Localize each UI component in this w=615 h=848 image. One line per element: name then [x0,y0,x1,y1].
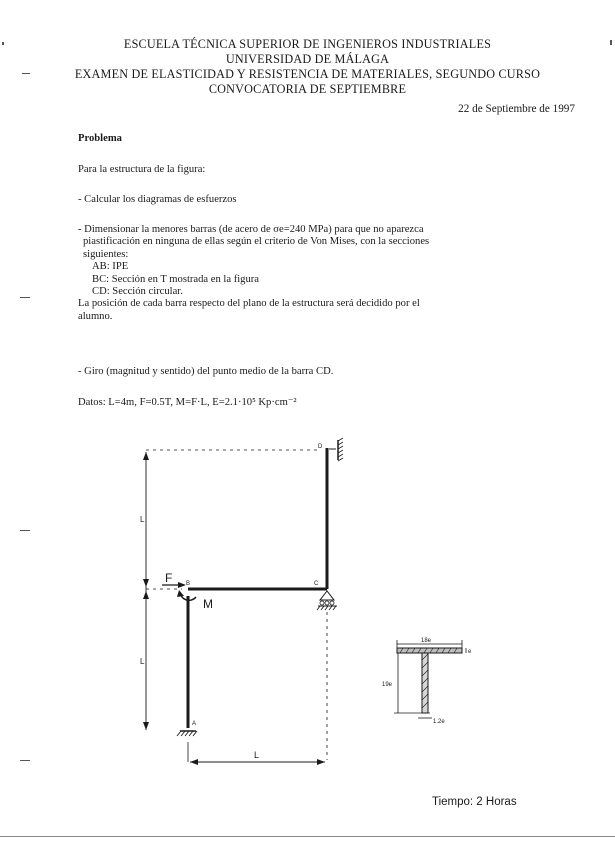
label-t-flange-thick: e [468,649,472,655]
label-t-web-height: 19e [382,682,393,688]
label-node-a: A [192,721,197,727]
scan-mark [22,73,30,74]
label-moment-m: M [203,597,213,611]
scan-bottom-edge [0,836,615,837]
scan-mark [2,42,4,45]
label-node-b: B [186,581,191,587]
label-node-d: D [318,444,323,450]
exam-date: 22 de Septiembre de 1997 [458,103,575,115]
problem-intro: Para la estructura de la figura: [78,164,206,175]
support-c-roller-left [320,601,324,605]
dim-arrow-left [190,759,198,765]
note-line1: La posición de cada barra respecto del plano de la estructura será decidido por el [78,298,420,310]
label-dim-l-lower: L [140,657,145,666]
university-title: UNIVERSIDAD DE MÁLAGA [225,52,390,66]
data-line: Datos: L=4m, F=0.5T, M=F·L, E=2.1·10⁵ Kp·cm⁻² [78,397,297,408]
section-ab: AB: IPE [92,261,129,273]
task-diagrams: - Calcular los diagramas de esfuerzos [78,194,237,205]
task-rotation: - Giro (magnitud y sentido) del punto medio de la barra CD. [78,366,334,377]
dim-arrow-bottom [143,722,149,730]
scan-mark [20,530,30,531]
dim-arrow-top [143,452,149,460]
moment-m-arrowhead [177,590,184,597]
dim-arrow-right [317,759,325,765]
label-t-web-thick: 1.2e [433,719,445,725]
t-section-detail [394,640,466,718]
task-dimension-line3: siguientes: [83,248,129,260]
dim-arrow-mid-up [143,579,149,587]
support-c-roller-mid [325,601,329,605]
problem-heading: Problema [78,133,122,144]
label-t-flange-width: 18e [421,638,432,644]
label-node-c: C [314,581,319,587]
force-f-arrowhead [178,582,186,588]
task-dimension-line2: piastificación en ninguna de ellas según el criterio de Von Mises, con la secciones [83,236,430,248]
label-dim-l-upper: L [140,515,145,524]
label-dim-l-bottom: L [254,750,260,760]
exam-session: CONVOCATORIA DE SEPTIEMBRE [208,82,407,96]
note-line2: alumno. [78,310,113,322]
dim-arrow-mid-down [143,591,149,599]
scan-mark [20,297,30,298]
support-c-triangle [320,591,334,600]
exam-duration: Tiempo: 2 Horas [432,796,517,808]
support-c-hatch [317,606,336,610]
section-cd: CD: Sección circular. [92,286,183,298]
scan-mark [20,760,30,761]
task-dimension-line1: - Dimensionar la menores barras (de acero de σe=240 MPa) para que no aparezca [78,224,424,235]
section-bc: BC: Sección en T mostrada en la figura [92,273,260,285]
school-title: ESCUELA TÉCNICA SUPERIOR DE INGENIEROS INDUSTRIALES [123,37,492,51]
scan-mark [610,40,612,45]
support-c-roller-right [330,601,334,605]
exam-title: EXAMEN DE ELASTICIDAD Y RESISTENCIA DE MATERIALES, SEGUNDO CURSO [74,67,541,81]
label-force-f: F [165,571,173,585]
